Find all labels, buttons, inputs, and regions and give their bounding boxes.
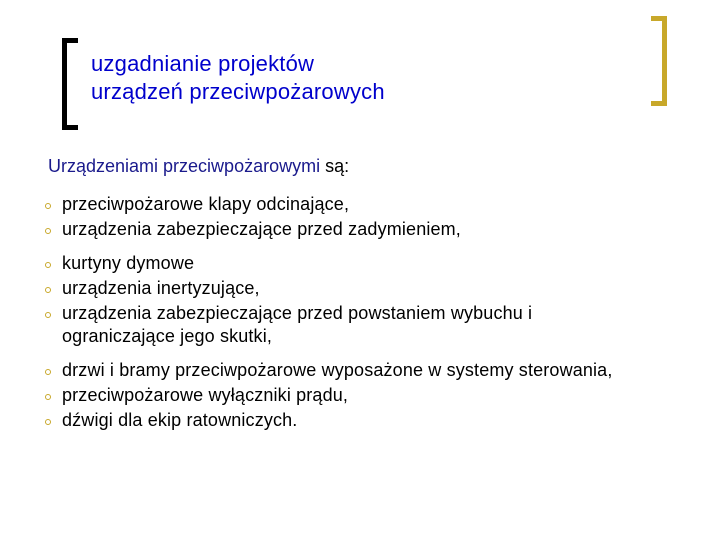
circle-bullet-icon (45, 203, 51, 209)
list-item-text: dźwigi dla ekip ratowniczych. (62, 410, 298, 430)
list-item-text: drzwi i bramy przeciwpożarowe wyposażone w systemy sterowania, (62, 360, 613, 380)
list-item (45, 409, 645, 432)
list-item-text: urządzenia zabezpieczające przed powstaniem wybuchu i ograniczające jego skutki, (62, 303, 533, 346)
list-item (45, 218, 645, 241)
intro-text (48, 155, 349, 177)
intro-rest: są: (320, 156, 350, 176)
list-item (45, 193, 645, 216)
circle-bullet-icon (45, 394, 51, 400)
left-bracket-decoration (62, 38, 78, 130)
list-item-text: urządzenia zabezpieczające przed zadymieniem, (62, 219, 461, 239)
intro-highlight: Urządzeniami przeciwpożarowymi (48, 156, 321, 176)
list-item-text: przeciwpożarowe wyłączniki prądu, (62, 385, 349, 405)
slide-title-line-1: uzgadnianie projektów (91, 51, 315, 76)
list-item-text: kurtyny dymowe (62, 253, 195, 273)
circle-bullet-icon (45, 228, 51, 234)
list-item-text: przeciwpożarowe klapy odcinające, (62, 194, 350, 214)
circle-bullet-icon (45, 369, 51, 375)
list-item (45, 302, 645, 348)
circle-bullet-icon (45, 419, 51, 425)
list-item (45, 277, 645, 300)
list-item (45, 359, 645, 382)
circle-bullet-icon (45, 287, 51, 293)
list-item-text: urządzenia inertyzujące, (62, 278, 260, 298)
device-list (45, 193, 645, 432)
list-item (45, 384, 645, 407)
right-bracket-decoration (651, 16, 667, 106)
slide-title-line-2: urządzeń przeciwpożarowych (91, 79, 385, 104)
circle-bullet-icon (45, 312, 51, 318)
slide-title (91, 50, 385, 106)
list-item (45, 252, 645, 275)
circle-bullet-icon (45, 262, 51, 268)
